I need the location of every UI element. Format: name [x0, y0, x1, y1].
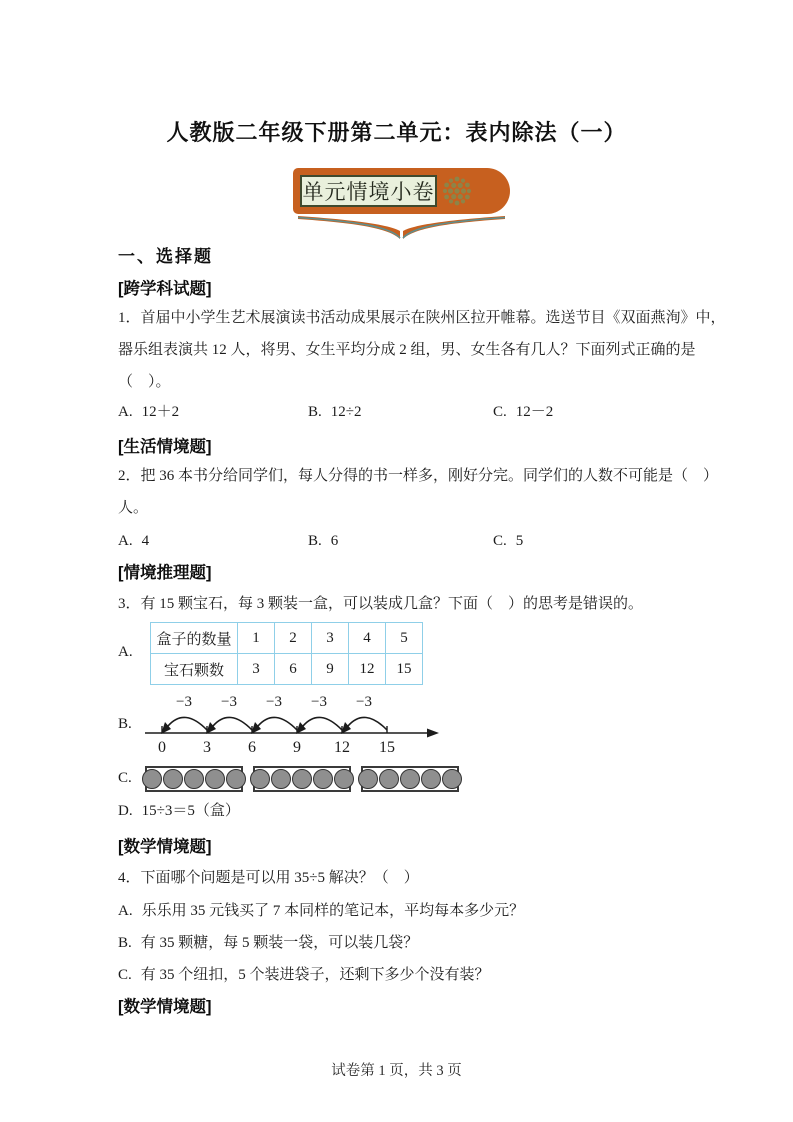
- option-label: A.: [118, 903, 133, 919]
- page-title: 人教版二年级下册第二单元：表内除法（一）: [166, 120, 627, 145]
- table-cell: 15: [386, 654, 423, 685]
- q2-line-2: 人。: [118, 500, 149, 516]
- q1-line-2: 器乐组表演共 12 人，将男、女生平均分成 2 组，男、女生各有几人？下面列式正确的是: [118, 342, 696, 358]
- q1-line-3: （ ）。: [118, 374, 171, 390]
- q1-option-a: [118, 399, 308, 425]
- ribbon-icon: [298, 215, 505, 241]
- tick-marks: [162, 726, 387, 733]
- arc-label: −3: [356, 694, 372, 710]
- gem-circle: [442, 769, 462, 789]
- table-cell: 5: [386, 623, 423, 654]
- number-line-diagram: [143, 693, 441, 755]
- q5-tag: [数学情境题]: [118, 998, 212, 1016]
- banner-label-box: [300, 175, 437, 207]
- tick-label: 6: [248, 739, 256, 755]
- option-text: 15÷3＝5（盒）: [141, 803, 240, 819]
- q4-line-1: 4．下面哪个问题是可以用 35÷5 解决？（ ）: [118, 870, 419, 886]
- axis-arrow-icon: [427, 729, 439, 738]
- unit-banner: [293, 168, 510, 240]
- option-text: 4: [141, 533, 150, 549]
- q2-tag: [生活情境题]: [118, 438, 212, 456]
- section-heading: 一、选择题: [118, 247, 213, 266]
- q3-text: [118, 588, 693, 620]
- q4-option-b: [118, 928, 693, 958]
- gem-circle: [205, 769, 225, 789]
- option-label: B.: [118, 935, 132, 951]
- tick-labels: [158, 739, 395, 755]
- gem-box-row: [145, 766, 693, 792]
- q2-line-1: 2．把 36 本书分给同学们，每人分得的书一样多，刚好分完。同学们的人数不可能是（ ）: [118, 468, 719, 484]
- minus-three-arcs: [168, 717, 387, 730]
- option-text: 5: [515, 533, 524, 549]
- gem-circle: [358, 769, 378, 789]
- gem-circle: [400, 769, 420, 789]
- option-label: C.: [118, 770, 132, 786]
- flower-dots-icon: [439, 173, 475, 209]
- gem-circle: [313, 769, 333, 789]
- option-label: A.: [118, 404, 133, 420]
- q4-text: [118, 862, 693, 894]
- option-label: A.: [118, 533, 133, 549]
- q1-text: [118, 302, 726, 398]
- option-label: B.: [118, 716, 132, 732]
- table-row: [151, 654, 423, 685]
- table-cell: 12: [349, 654, 386, 685]
- gem-circle: [379, 769, 399, 789]
- tick-label: 12: [334, 739, 350, 755]
- q2-option-a: [118, 528, 308, 554]
- option-label: B.: [308, 533, 322, 549]
- table-cell: 1: [238, 623, 275, 654]
- q3-tag: [情境推理题]: [118, 564, 212, 582]
- arc-label: −3: [221, 694, 237, 710]
- table-cell: 3: [312, 623, 349, 654]
- tick-label: 9: [293, 739, 301, 755]
- q1-line-1: 1．首届中小学生艺术展演读书活动成果展示在陕州区拉开帷幕。选送节目《双面燕洵》中，: [118, 310, 726, 326]
- option-label: C.: [493, 533, 507, 549]
- option-text: 6: [330, 533, 339, 549]
- q1-tag: [跨学科试题]: [118, 280, 212, 298]
- table-row: [151, 623, 423, 654]
- option-text: 12－2: [515, 404, 554, 420]
- arc-label: −3: [176, 694, 192, 710]
- gem-circle: [421, 769, 441, 789]
- option-label: C.: [493, 404, 507, 420]
- gem-box: [253, 766, 351, 792]
- banner-label: 单元情境小卷: [302, 180, 435, 204]
- table-cell: 宝石颗数: [151, 654, 238, 685]
- gem-circle: [250, 769, 270, 789]
- q2-options-row: [118, 528, 693, 554]
- gem-circle: [334, 769, 354, 789]
- q1-options-row: [118, 399, 693, 425]
- gem-count-table: [150, 622, 423, 685]
- option-text: 12＋2: [141, 404, 180, 420]
- option-label: C.: [118, 967, 132, 983]
- q2-option-c: [493, 528, 693, 554]
- tick-label: 0: [158, 739, 166, 755]
- table-cell: 9: [312, 654, 349, 685]
- tick-label: 3: [203, 739, 211, 755]
- page-footer: 试卷第 1 页，共 3 页: [331, 1063, 462, 1079]
- gem-circle: [142, 769, 162, 789]
- gem-box: [145, 766, 243, 792]
- arc-label: −3: [266, 694, 282, 710]
- q4-option-c: [118, 960, 693, 990]
- option-text: 有 35 颗糖，每 5 颗装一袋，可以装几袋？: [140, 935, 419, 951]
- gem-circle: [163, 769, 183, 789]
- option-label: D.: [118, 803, 133, 819]
- gem-circle: [292, 769, 312, 789]
- option-text: 12÷2: [330, 404, 362, 420]
- q3-option-a: [118, 622, 693, 686]
- gem-circle: [271, 769, 291, 789]
- q1-option-c: [493, 399, 693, 425]
- option-text: 有 35 个纽扣，5 个装进袋子，还剩下多少个没有装？: [140, 967, 490, 983]
- table-cell: 4: [349, 623, 386, 654]
- table-cell: 3: [238, 654, 275, 685]
- tick-label: 15: [379, 739, 395, 755]
- option-text: 乐乐用 35 元钱买了 7 本同样的笔记本，平均每本多少元？: [141, 903, 525, 919]
- gem-circle: [184, 769, 204, 789]
- arc-labels: [176, 694, 372, 710]
- q3-option-c: [118, 766, 693, 796]
- table-cell: 2: [275, 623, 312, 654]
- q4-tag: [数学情境题]: [118, 838, 212, 856]
- q2-option-b: [308, 528, 493, 554]
- q1-option-b: [308, 399, 493, 425]
- q3-option-b: [118, 693, 693, 755]
- q3-line-1: 3．有 15 颗宝石，每 3 颗装一盒，可以装成几盒？下面（ ）的思考是错误的。: [118, 596, 644, 612]
- table-cell: 盒子的数量: [151, 623, 238, 654]
- option-label: B.: [308, 404, 322, 420]
- q2-text: [118, 460, 719, 524]
- gem-circle: [226, 769, 246, 789]
- table-cell: 6: [275, 654, 312, 685]
- q3-option-d: [118, 796, 693, 826]
- q4-option-a: [118, 896, 693, 926]
- banner-pill: [293, 168, 510, 214]
- arc-label: −3: [311, 694, 327, 710]
- gem-box: [361, 766, 459, 792]
- option-label: A.: [118, 644, 133, 660]
